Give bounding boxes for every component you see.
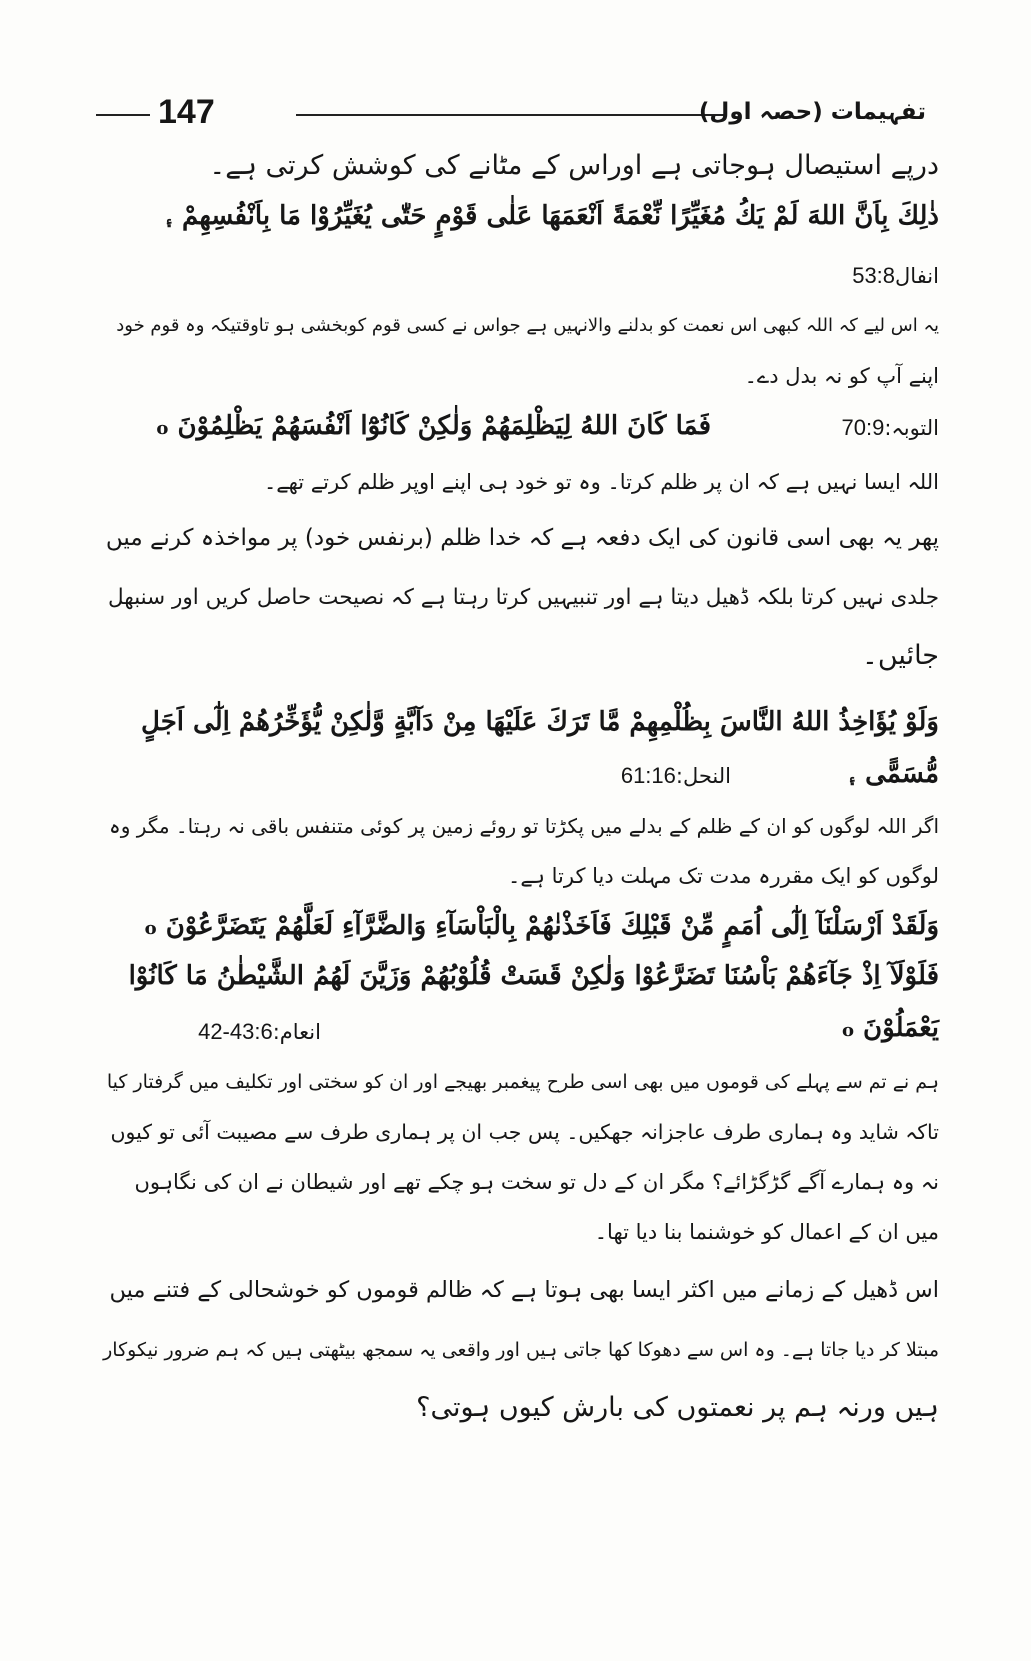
verse-end-mark: ۽: [847, 770, 857, 786]
reference-tawbah-number: 70:9: [841, 415, 885, 440]
verse-text: مُّسَمًّى: [865, 759, 939, 789]
arabic-verse-anam-end: [842, 1008, 939, 1051]
text-line-5: پھر یہ بھی اسی قانون کی ایک دفعہ ہے کہ خدا ظلم (برنفس خود) پر مواخذہ کرنے میں: [105, 525, 939, 551]
reference-anfal-number: 53:8: [852, 263, 896, 288]
text-line-3: اپنے آپ کو نہ بدل دے۔: [744, 364, 939, 388]
arabic-verse-nahl-end: [848, 754, 939, 798]
reference-tawbah-label: التوبہ:: [884, 416, 939, 440]
arabic-verse-tawbah: [156, 406, 711, 449]
verse-end-mark: o: [156, 418, 169, 439]
text-line-15: مبتلا کر دیا جاتا ہے۔ وہ اس سے دھوکا کھا جاتی ہیں اور واقعی یہ سمجھ بیٹھتی ہیں کہ ہم ضرور نیکوکار: [103, 1339, 939, 1361]
reference-anam-number: 42-43:6: [198, 1019, 273, 1044]
arabic-verse-nahl: [141, 702, 939, 742]
verse-end-mark: ۽: [164, 212, 173, 228]
text-line-2: یہ اس لیے کہ اللہ کبھی اس نعمت کو بدلنے والانہیں ہے جواس نے کسی قوم کوبخشی ہو تاوقتیکہ وہ قوم خود: [116, 315, 939, 336]
reference-anam-label: انعام:: [272, 1020, 321, 1044]
reference-anfal-label: انفال: [895, 264, 939, 288]
reference-nahl-label: النحل:: [675, 764, 731, 788]
arabic-verse-anam-1: [145, 906, 939, 949]
reference-anam: [198, 1012, 321, 1052]
text-line-9: لوگوں کو ایک مقررہ مدت تک مہلت دیا کرتا ہے۔: [508, 864, 939, 888]
verse-text: فَلَوْلَآ اِذْ جَآءَهُمْ بَاْسُنَا تَضَرَّعُوْا وَلٰكِنْ قَسَتْ قُلُوْبُهُمْ وَزَيَّنَ لَهُمُ الشَّيْطٰنُ مَا كَانُوْا: [128, 961, 939, 991]
text-line-16: ہیں ورنہ ہم پر نعمتوں کی بارش کیوں ہوتی؟: [416, 1392, 939, 1423]
header-rule-left: [96, 114, 150, 116]
verse-text: ذٰلِكَ بِاَنَّ اللهَ لَمْ يَكُ مُغَيِّرًا نِّعْمَةً اَنْعَمَهَا عَلٰى قَوْمٍ حَتّٰى يُغَيِّرُوْا مَا بِاَنْفُسِهِمْ: [182, 201, 939, 231]
reference-nahl-number: 61:16: [620, 763, 676, 788]
page-number: 147: [158, 93, 215, 131]
reference-tawbah: [842, 408, 939, 448]
reference-anfal: [852, 256, 939, 296]
text-line-14: اس ڈھیل کے زمانے میں اکثر ایسا بھی ہوتا ہے کہ ظالم قوموں کو خوشحالی کے فتنے میں: [109, 1277, 939, 1303]
text-line-4: اللہ ایسا نہیں ہے کہ ان پر ظلم کرتا۔ وہ تو خود ہی اپنے اوپر ظلم کرتے تھے۔: [264, 470, 939, 494]
text-line-7: جائیں۔: [862, 640, 939, 671]
verse-end-mark: o: [841, 1020, 854, 1041]
text-line-13: میں ان کے اعمال کو خوشنما بنا دیا تھا۔: [594, 1220, 939, 1244]
page-header: [96, 92, 926, 132]
reference-nahl: [621, 756, 731, 796]
running-title: تفہیمات (حصہ اول): [698, 99, 926, 125]
verse-end-mark: o: [144, 918, 157, 939]
header-rule-middle: [296, 114, 726, 116]
verse-text: وَلَقَدْ اَرْسَلْنَآ اِلٰٓى اُمَمٍ مِّنْ قَبْلِكَ فَاَخَذْنٰهُمْ بِالْبَاْسَآءِ وَالضَّرَّآءِ لَعَلَّهُمْ يَتَضَرَّعُوْنَ: [165, 911, 939, 941]
verse-text: وَلَوْ يُؤَاخِذُ اللهُ النَّاسَ بِظُلْمِهِمْ مَّا تَرَكَ عَلَيْهَا مِنْ دَآبَّةٍ وَّلٰكِنْ يُّؤَخِّرُهُمْ اِلٰٓى اَجَلٍ: [141, 707, 939, 737]
verse-text: فَمَا كَانَ اللهُ لِيَظْلِمَهُمْ وَلٰكِنْ كَانُوْٓا اَنْفُسَهُمْ يَظْلِمُوْنَ: [177, 411, 711, 441]
verse-text: يَعْمَلُوْنَ: [863, 1013, 939, 1043]
text-line-11: تاکہ شاید وہ ہماری طرف عاجزانہ جھکیں۔ پس جب ان پر ہماری طرف سے مصیبت آئی تو کیوں: [110, 1120, 939, 1144]
text-line-6: جلدی نہیں کرتا بلکہ ڈھیل دیتا ہے اور تنبیہیں کرتا رہتا ہے کہ نصیحت حاصل کریں اور سنبھل: [108, 585, 939, 610]
arabic-verse-anam-2: [129, 956, 939, 996]
text-line-12: نہ وہ ہمارے آگے گڑگڑائے؟ مگر ان کے دل تو سخت ہو چکے تھے اور شیطان نے ان کی نگاہوں: [134, 1170, 939, 1194]
text-line-8: اگر اللہ لوگوں کو ان کے ظلم کے بدلے میں پکڑتا تو روئے زمین پر کوئی متنفس باقی نہ رہتا۔ مگر وہ: [109, 814, 939, 838]
text-line-1: درپے استیصال ہوجاتی ہے اوراس کے مٹانے کی کوشش کرتی ہے۔: [209, 150, 939, 181]
text-line-10: ہم نے تم سے پہلے کی قوموں میں بھی اسی طرح پیغمبر بھیجے اور ان کو سختی اور تکلیف میں گرفتار کیا: [106, 1071, 939, 1093]
arabic-verse-anfal: [165, 196, 939, 240]
